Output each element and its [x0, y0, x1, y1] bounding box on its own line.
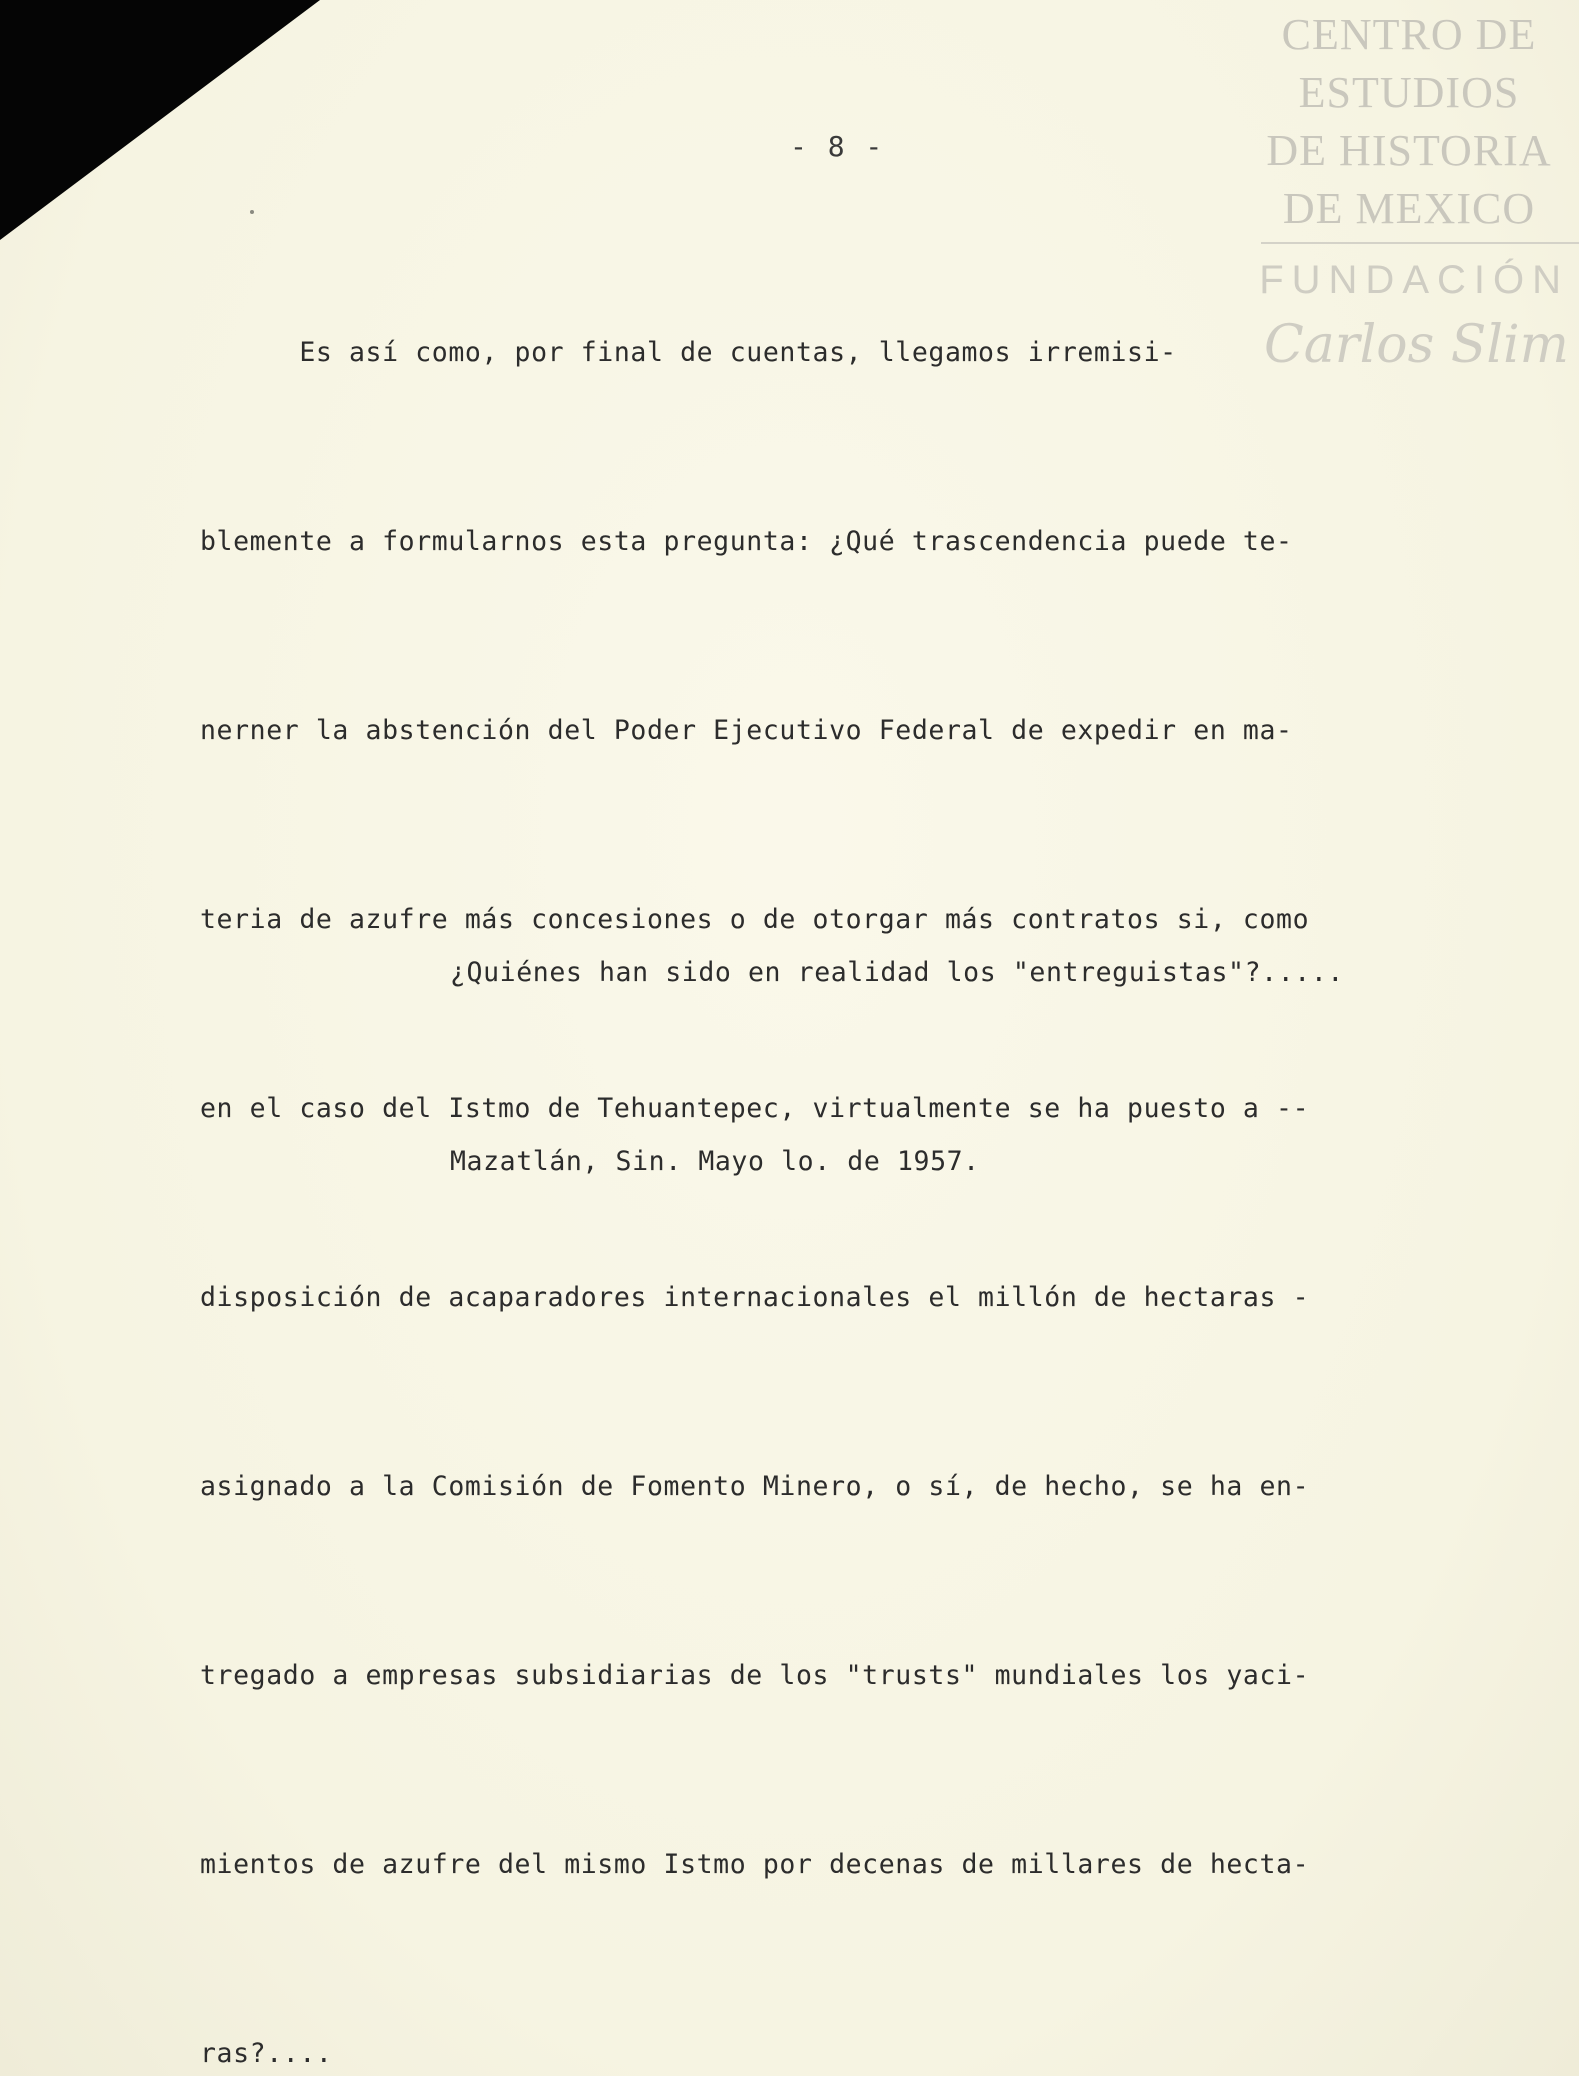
page-number: - 8 - — [790, 130, 885, 163]
watermark-signature-logo: Carlos Slim — [1264, 315, 1569, 375]
paragraph-line: disposición de acaparadores internacionales el millón de hectaras - — [200, 1282, 1310, 1313]
paragraph-line: mientos de azufre del mismo Istmo por decenas de millares de hecta- — [200, 1849, 1310, 1880]
watermark-line-1: CENTRO DE — [1281, 10, 1537, 59]
paragraph-line: blemente a formularnos esta pregunta: ¿Qué trascendencia puede te- — [200, 526, 1293, 557]
paragraph-line: nerner la abstención del Poder Ejecutivo Federal de expedir en ma- — [200, 715, 1293, 746]
watermark-foundation: FUNDACIÓN — [1259, 258, 1569, 302]
watermark-line-3: DE HISTORIA — [1266, 126, 1552, 175]
paragraph-line: teria de azufre más concesiones o de otorgar más contratos si, como — [200, 904, 1310, 935]
closing-question: ¿Quiénes han sido en realidad los "entreguistas"?..... — [450, 957, 1344, 988]
closing-section — [450, 815, 1550, 1319]
paragraph-line: tregado a empresas subsidiarias de los "trusts" mundiales los yaci- — [200, 1660, 1310, 1691]
place-and-date: Mazatlán, Sin. Mayo lo. de 1957. — [450, 1146, 980, 1177]
paragraph-line: en el caso del Istmo de Tehuantepec, virtualmente se ha puesto a -- — [200, 1093, 1310, 1124]
watermark-line-4: DE MEXICO — [1282, 184, 1536, 233]
paragraph-line: ras?.... — [200, 2038, 333, 2069]
watermark-line-2: ESTUDIOS — [1298, 68, 1520, 117]
paragraph-line: Es así como, por final de cuentas, llegamos irremisi- — [200, 337, 1177, 368]
paragraph-line: asignado a la Comisión de Fomento Minero, o sí, de hecho, se ha en- — [200, 1471, 1310, 1502]
